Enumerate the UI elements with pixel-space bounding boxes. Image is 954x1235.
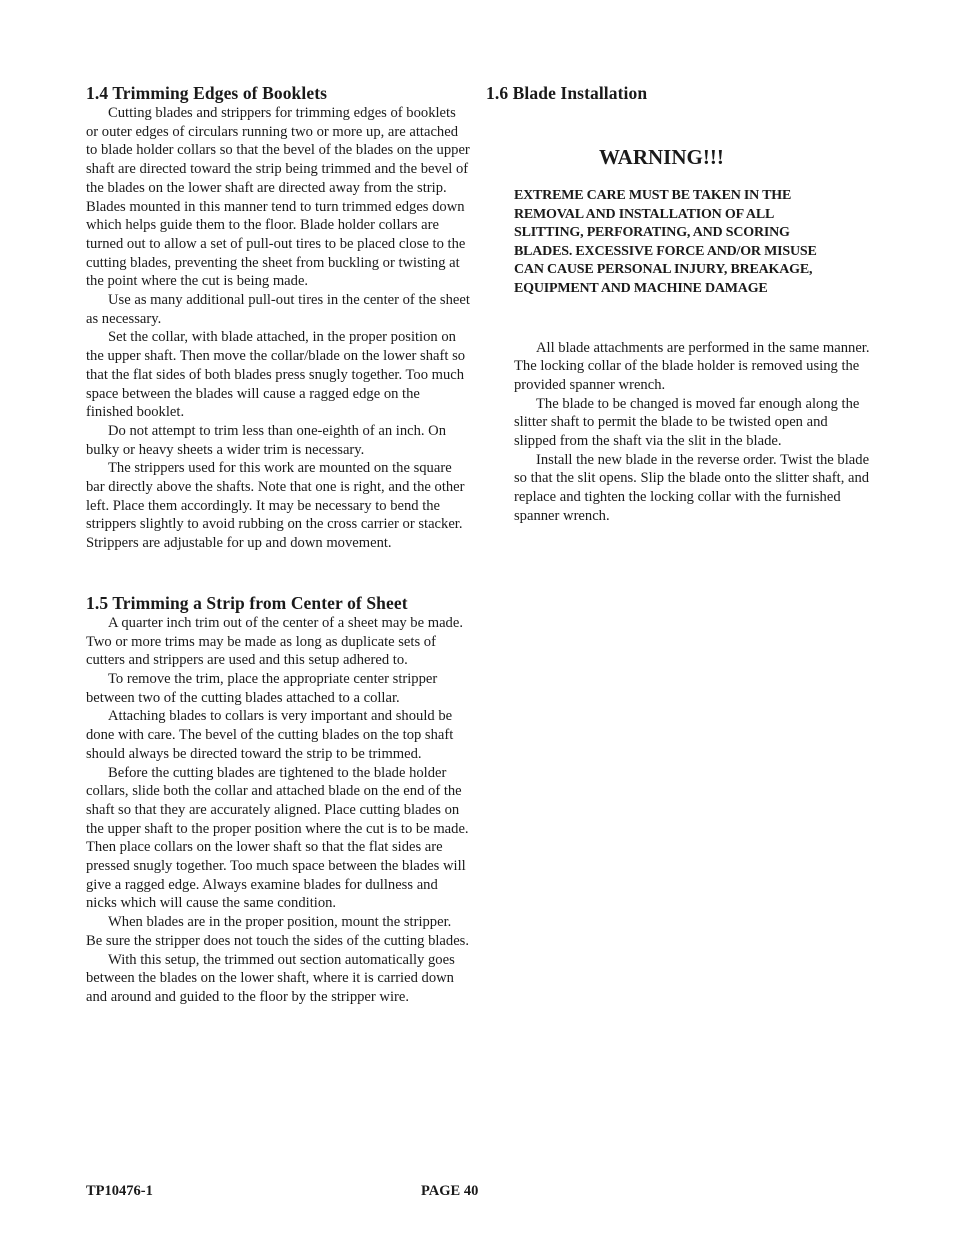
left-column bbox=[86, 83, 470, 1007]
warning-text: EXTREME CARE MUST BE TAKEN IN THE REMOVAL AND INSTALLATION OF ALL SLITTING, PERFORATING, AND SCORING BLADES. EXCESSIVE FORCE AND/OR MISUSE CAN CAUSE PERSONAL INJURY, BREAKAGE, EQUIPMENT AND MACHINE DAMAGE bbox=[514, 188, 817, 296]
section-heading-1-6: 1.6 Blade Installation bbox=[486, 83, 648, 103]
paragraph: The strippers used for this work are mounted on the square bar directly above the shafts. Note that one is right, and the other left. Place them accordingly. It may be necessary to bend the strippers slightly to avoid rubbing on the cross carrier or stacker. Strippers are adjustable for up and down movement. bbox=[86, 460, 465, 552]
paragraph: To remove the trim, place the appropriate center stripper between two of the cutting blades attached to a collar. bbox=[86, 670, 438, 706]
paragraph: Install the new blade in the reverse order. Twist the blade so that the slit opens. Slip the blade onto the slitter shaft, and replace and tighten the locking collar with the furnished spanner wrench. bbox=[514, 451, 870, 524]
paragraph: The blade to be changed is moved far enough along the slitter shaft to permit the blade to be twisted open and slipped from the shaft via the slit in the blade. bbox=[514, 395, 860, 450]
paragraph: When blades are in the proper position, mount the stripper. Be sure the stripper does not touch the sides of the cutting blades. bbox=[86, 914, 470, 949]
paragraph: Attaching blades to collars is very important and should be done with care. The bevel of the cutting blades on the top shaft should always be directed toward the strip to be trimmed. bbox=[86, 708, 454, 762]
warning-block bbox=[514, 144, 872, 299]
paragraph: Use as many additional pull-out tires in the center of the sheet as necessary. bbox=[86, 292, 470, 327]
right-column bbox=[486, 83, 872, 526]
paragraph: With this setup, the trimmed out section automatically goes between the blades on the lower shaft, where it is carried down and around and guided to the floor by the stripper wire. bbox=[86, 951, 455, 1005]
footer-doc-number: TP10476-1 bbox=[86, 1183, 153, 1199]
footer-page-number: PAGE 40 bbox=[421, 1183, 479, 1199]
paragraph: Before the cutting blades are tightened to the blade holder collars, slide both the collar and attached blade on the end of the shaft so that they are accurately aligned. Place cutting blades on the upper shaft to the proper position where the cut is to be made. Then place collars on the lower shaft so that the flat sides are pressed snugly together. Too much space between the blades will give a ragged edge. Always examine blades for dullness and nicks which will cause the same condition. bbox=[86, 764, 469, 912]
section-spacer bbox=[86, 553, 470, 593]
section-heading-1-4: 1.4 Trimming Edges of Booklets bbox=[86, 83, 328, 103]
paragraph: Do not attempt to trim less than one-eighth of an inch. On bulky or heavy sheets a wider trim is necessary. bbox=[86, 422, 447, 458]
paragraph: All blade attachments are performed in the same manner. The locking collar of the blade holder is removed using the provided spanner wrench. bbox=[514, 339, 870, 393]
section-heading-1-5: 1.5 Trimming a Strip from Center of Sheet bbox=[86, 592, 408, 613]
paragraph: Set the collar, with blade attached, in the proper position on the upper shaft. Then move the collar/blade on the lower shaft so that the flat sides of both blades press snugly together. Too much space between the blades will cause a ragged edge on the finished booklet. bbox=[86, 329, 466, 421]
paragraph: Cutting blades and strippers for trimming edges of booklets or outer edges of circulars running two or more up, are attached to blade holder collars so that the bevel of the blades on the upper shaft are directed toward the strip being trimmed and the bevel of the blades on the lower shaft are directed away from the strip. Blades mounted in this manner tend to turn trimmed edges down which helps guide them to the floor. Blade holder collars are turned out to allow a set of pull-out tires to be placed close to the cutting blades, preventing the sheet from buckling or twisting at the point where the cut is being made. bbox=[86, 105, 470, 290]
blade-installation-body bbox=[514, 339, 872, 526]
paragraph: A quarter inch trim out of the center of a sheet may be made. Two or more trims may be made as long as duplicate sets of cutters and strippers are used and this setup adhered to. bbox=[86, 614, 463, 669]
warning-title: WARNING!!! bbox=[599, 145, 724, 169]
